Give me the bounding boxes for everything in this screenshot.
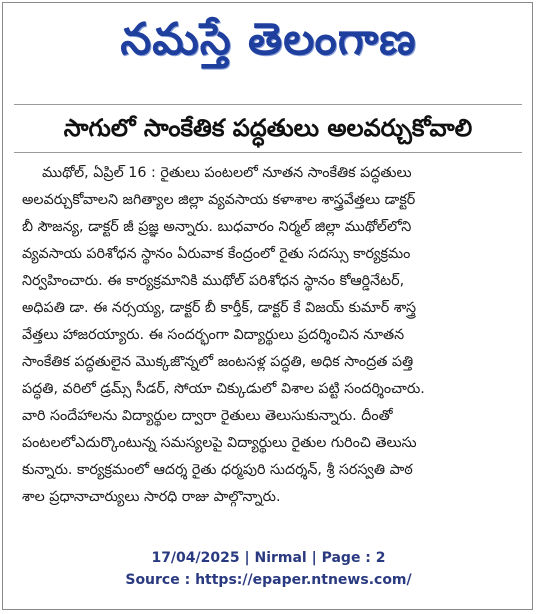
article-line: బీ సౌజన్య, డాక్టర్ జీ ప్రజ్ఞ అన్నారు. బుధవారం నిర్మల్ జిల్లా ముథోల్‌లోని: [22, 219, 412, 235]
headline-top-rule: [14, 104, 522, 105]
headline-bottom-rule: [14, 152, 522, 153]
article-line: పంటలలోఎదుర్కొంటున్న సమస్యలపై విద్యార్థులు రైతుల గురించి తెలుసు: [22, 435, 417, 451]
article-line: కున్నారు. కార్యక్రమంలో ఆదర్శ రైతు ధర్మపురి సుదర్శన్, శ్రీ సరస్వతి పాఠ: [22, 462, 413, 478]
article-line: శాల ప్రధానాచార్యులు సారధి రాజు పాల్గొన్నారు.: [22, 489, 281, 505]
newspaper-masthead: [0, 6, 537, 90]
article-body: [22, 160, 522, 511]
article-line: పద్ధతి, వరిలో డ్రమ్స్ సీడర్, సోయా చిక్కుడులో విశాల పట్టి సందర్శించారు.: [22, 381, 425, 397]
article-line: వారి సందేహాలను విద్యార్థుల ద్వారా రైతులు తెలుసుకున్నారు. దీంతో: [22, 408, 393, 424]
article-line: ముథోల్, ఏప్రిల్ 16 : రైతులు పంటలలో నూతన సాంకేతిక పద్ధతులు: [42, 165, 412, 181]
article-line: వేత్తలు హాజరయ్యారు. ఈ సందర్భంగా విద్యార్థులు ప్రదర్శించిన నూతన: [22, 327, 405, 343]
article-line: నిర్వహించారు. ఈ కార్యక్రమానికి ముథోల్ పరిశోధన స్థానం కోఆర్డినేటర్,: [22, 273, 405, 289]
article-line: సాంకేతిక పద్ధతులైన మొక్కజొన్నలో జంటసళ్ల పద్ధతి, అధిక సాంద్రత పత్తి: [22, 354, 414, 370]
article-line: వ్యవసాయ పరిశోధన స్థానం ఏరువాక కేంద్రంలో రైతు సదస్సు కార్యక్రమం: [22, 246, 411, 262]
article-line: అధిపతి డా. ఈ నర్సయ్య, డాక్టర్ బీ కార్తీక్, డాక్టర్ కే విజయ్ కుమార్ శాస్త్ర: [22, 300, 416, 316]
article-line: అలవర్చుకోవాలని జగిత్యాల జిల్లా వ్యవసాయ కళాశాల శాస్త్రవేత్తలు డాక్టర్: [22, 192, 416, 208]
footer-date-line: 17/04/2025 | Nirmal | Page : 2: [151, 550, 386, 566]
masthead-logo-text: నమస్తే తెలంగాణ: [120, 14, 417, 65]
article-headline: సాగులో సాంకేతిక పద్ధతులు అలవర్చుకోవాలి: [63, 114, 473, 142]
footer-source-line: Source : https://epaper.ntnews.com/: [125, 572, 412, 588]
